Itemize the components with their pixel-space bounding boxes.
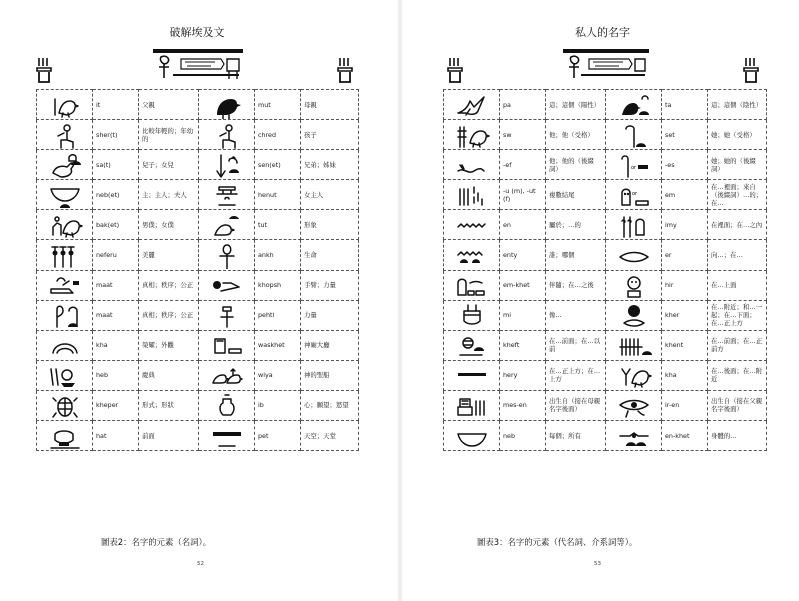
three-nefer-icon (47, 241, 83, 269)
transliteration: pa (500, 90, 546, 120)
figure-caption: 圖表2：名字的元素（名詞）。 (101, 537, 212, 547)
table-row (37, 90, 359, 120)
meaning: 誰；哪個 (546, 240, 606, 270)
svg-text:or: or (631, 190, 637, 197)
pronoun-glyph-table (443, 89, 767, 451)
hieroglyph-cell (37, 330, 93, 360)
table-row (444, 421, 767, 451)
disk-stand-icon (616, 301, 652, 329)
table-row (444, 180, 767, 210)
meaning: 生命 (301, 240, 359, 270)
meaning: 複數結尾 (546, 180, 606, 210)
transliteration: kha (662, 360, 708, 390)
basket-loaf-icon (47, 181, 83, 209)
meaning: 兒子；女兒 (139, 150, 199, 180)
table-row (444, 390, 767, 420)
lotus-bird-icon (616, 361, 652, 389)
cloth-or-bolt-icon (616, 151, 652, 179)
water-icon (454, 211, 490, 239)
meaning: 每個；所有 (546, 421, 606, 451)
hieroglyph-cell (606, 210, 662, 240)
meaning: 她；她（受格） (708, 120, 767, 150)
meaning: 男僕；女僕 (139, 210, 199, 240)
hieroglyph-cell (444, 270, 500, 300)
hieroglyph-cell (37, 150, 93, 180)
table-row (444, 150, 767, 180)
flying-bird-icon (454, 91, 490, 119)
hieroglyph-cell (606, 180, 662, 210)
man-bird-icon (47, 211, 83, 239)
game-board-icon (454, 391, 490, 419)
table-row (444, 210, 767, 240)
meaning: 手臂；力量 (301, 270, 359, 300)
table-row (37, 150, 359, 180)
transliteration: maat (93, 270, 139, 300)
hieroglyph-cell (606, 150, 662, 180)
meaning: 伴隨；在…之後 (546, 270, 606, 300)
hieroglyph-cell (199, 421, 255, 451)
arm-disk-icon (209, 271, 245, 299)
table-row (37, 330, 359, 360)
meaning: 主；主人；夫人 (139, 180, 199, 210)
transliteration: henut (255, 180, 301, 210)
meaning: 在…裡面；來自（後綴詞）…的；在… (708, 180, 767, 210)
meaning: 真相；秩序；公正 (139, 270, 199, 300)
bird-loaf-icon (616, 91, 652, 119)
svg-text:or: or (630, 164, 636, 171)
transliteration: ta (662, 90, 708, 120)
table-row (444, 270, 767, 300)
transliteration: mi (500, 300, 546, 330)
transliteration: hat (93, 421, 139, 451)
table-row (37, 180, 359, 210)
transliteration: hery (500, 360, 546, 390)
transliteration: mes-en (500, 390, 546, 420)
table-row (37, 390, 359, 420)
belly-loaf-icon (616, 422, 652, 450)
transliteration: sen(et) (255, 150, 301, 180)
hieroglyph-cell (606, 300, 662, 330)
hieroglyph-cell (444, 240, 500, 270)
ka-arms-icon (36, 58, 52, 84)
hieroglyph-cell (444, 210, 500, 240)
page-title: 破解埃及文 (169, 26, 225, 39)
transliteration: sw (500, 120, 546, 150)
hieroglyph-cell (37, 300, 93, 330)
duck-egg-icon (47, 151, 83, 179)
reed-owl-icon (616, 211, 652, 239)
sky-glyph-icon (209, 422, 245, 450)
temple-basin-icon (209, 331, 245, 359)
hieroglyph-cell (199, 270, 255, 300)
hieroglyph-cell (37, 180, 93, 210)
face-front-icon (616, 271, 652, 299)
vulture-icon (209, 91, 245, 119)
table-row (37, 360, 359, 390)
house-pot-icon (209, 181, 245, 209)
hieroglyph-cell (444, 300, 500, 330)
transliteration: imy (662, 210, 708, 240)
meaning: 父親 (139, 90, 199, 120)
table-row (37, 421, 359, 451)
transliteration: it (93, 90, 139, 120)
meaning: 出生自（接在父親名字後面） (708, 390, 767, 420)
water-loaf-icon (454, 241, 490, 269)
ka-arms-icon (447, 58, 463, 84)
hieroglyph-cell (606, 270, 662, 300)
hieroglyph-cell (37, 210, 93, 240)
meaning: 在裡面；在…之內 (708, 210, 767, 240)
meaning: 慶典 (139, 360, 199, 390)
hieroglyph-cell (444, 421, 500, 451)
transliteration: em-khet (500, 270, 546, 300)
hieroglyph-cell (199, 390, 255, 420)
table-row (444, 300, 767, 330)
transliteration: kheper (93, 390, 139, 420)
cartouche-banner-icon (563, 47, 649, 81)
table-row (444, 120, 767, 150)
meaning: 他；他的（後綴詞） (546, 150, 606, 180)
hieroglyph-cell (199, 90, 255, 120)
meaning: 她；她的（後綴詞） (708, 150, 767, 180)
meaning: 真相；秩序；公正 (139, 300, 199, 330)
owl-group-icon (454, 271, 490, 299)
child-seated-icon (209, 121, 245, 149)
meaning: 這；這個（陽性） (546, 90, 606, 120)
hieroglyph-cell (199, 210, 255, 240)
transliteration: sa(t) (93, 150, 139, 180)
hieroglyph-cell (199, 120, 255, 150)
transliteration: bak(et) (93, 210, 139, 240)
cloth-loaf-icon (616, 121, 652, 149)
transliteration: ir-en (662, 390, 708, 420)
transliteration: em (662, 180, 708, 210)
strength-icon (209, 301, 245, 329)
hieroglyph-cell (37, 390, 93, 420)
feather-loaf-icon (47, 301, 83, 329)
transliteration: hir (662, 270, 708, 300)
hieroglyph-cell (444, 180, 500, 210)
transliteration: khopsh (255, 270, 301, 300)
ka-arms-icon (337, 58, 353, 84)
maat-plinth-icon (47, 271, 83, 299)
transliteration: tut (255, 210, 301, 240)
meaning: 女主人 (301, 180, 359, 210)
meaning: 在…上面 (708, 270, 767, 300)
meaning: 出生自（接在母親名字後面） (546, 390, 606, 420)
hieroglyph-cell (444, 120, 500, 150)
plural-strokes-icon (454, 181, 490, 209)
meaning: 在…後面；在…附近 (708, 360, 767, 390)
transliteration: khent (662, 330, 708, 360)
heb-festival-icon (47, 361, 83, 389)
hieroglyph-cell (444, 330, 500, 360)
meaning: 在…前面；在…以前 (546, 330, 606, 360)
hieroglyph-cell (606, 120, 662, 150)
transliteration: ankh (255, 240, 301, 270)
meaning: 天空；天堂 (301, 421, 359, 451)
transliteration: maat (93, 300, 139, 330)
meaning: 這；這個（陰性） (708, 90, 767, 120)
owl-or-icon (616, 181, 652, 209)
hieroglyph-cell (37, 270, 93, 300)
hieroglyph-cell (199, 360, 255, 390)
hieroglyph-cell (444, 90, 500, 120)
reeds-loaf-icon (616, 331, 652, 359)
meaning: 形式；形狀 (139, 390, 199, 420)
transliteration: en-khet (662, 421, 708, 451)
child-seated-icon (47, 121, 83, 149)
table-row (444, 240, 767, 270)
mouth-icon (616, 241, 652, 269)
basket-icon (454, 422, 490, 450)
meaning: 力量 (301, 300, 359, 330)
transliteration: mut (255, 90, 301, 120)
bird-mound-icon (209, 211, 245, 239)
transliteration: wiya (255, 360, 301, 390)
right-page (400, 0, 799, 601)
meaning: 在…前面；在…正前方 (708, 330, 767, 360)
transliteration: pehti (255, 300, 301, 330)
hieroglyph-cell (606, 390, 662, 420)
horned-viper-icon (454, 151, 490, 179)
hieroglyph-cell (37, 421, 93, 451)
noun-glyph-table (36, 89, 359, 451)
stroke-bird-icon (47, 91, 83, 119)
transliteration: heb (93, 360, 139, 390)
hieroglyph-cell (37, 120, 93, 150)
hieroglyph-cell (199, 180, 255, 210)
hieroglyph-cell (199, 150, 255, 180)
transliteration: ib (255, 390, 301, 420)
figure-caption: 圖表3：名字的元素（代名詞、介系詞等）。 (477, 537, 638, 547)
hieroglyph-cell (444, 150, 500, 180)
transliteration: chred (255, 120, 301, 150)
hieroglyph-cell (199, 330, 255, 360)
birds-group-icon (209, 361, 245, 389)
transliteration: neferu (93, 240, 139, 270)
hill-sun-icon (47, 331, 83, 359)
meaning: 像… (546, 300, 606, 330)
transliteration: -es (662, 150, 708, 180)
meaning: 心；願望；慾望 (301, 390, 359, 420)
meaning: 前面 (139, 421, 199, 451)
transliteration: er (662, 240, 708, 270)
transliteration: enty (500, 240, 546, 270)
transliteration: -ef (500, 150, 546, 180)
meaning: 孩子 (301, 120, 359, 150)
table-row (37, 300, 359, 330)
transliteration: neb (500, 421, 546, 451)
meaning: 神廟大廳 (301, 330, 359, 360)
transliteration: kheft (500, 330, 546, 360)
heart-icon (209, 391, 245, 419)
meaning: 榮耀；外觀 (139, 330, 199, 360)
hieroglyph-cell (606, 421, 662, 451)
table-row (37, 210, 359, 240)
eye-icon (616, 391, 652, 419)
table-row (37, 270, 359, 300)
sw-glyph-icon (454, 121, 490, 149)
hieroglyph-cell (37, 240, 93, 270)
transliteration: sher(t) (93, 120, 139, 150)
sky-plain-icon (454, 361, 490, 389)
meaning: 屬於；…的 (546, 210, 606, 240)
arrow-loaf-icon (209, 151, 245, 179)
mi-pot-icon (454, 301, 490, 329)
placenta-loaf-icon (454, 331, 490, 359)
hieroglyph-cell (199, 300, 255, 330)
hieroglyph-cell (37, 90, 93, 120)
transliteration: waskhet (255, 330, 301, 360)
transliteration: -u (m), -ut (f) (500, 180, 546, 210)
meaning: 美麗 (139, 240, 199, 270)
page-title: 私人的名字 (575, 26, 630, 39)
meaning: 他；他（受格） (546, 120, 606, 150)
table-row (444, 330, 767, 360)
hieroglyph-cell (199, 240, 255, 270)
hieroglyph-cell (606, 240, 662, 270)
transliteration: kher (662, 300, 708, 330)
transliteration: set (662, 120, 708, 150)
meaning: 形象 (301, 210, 359, 240)
meaning: 在…附近；和…一起；在…下面；在…正上方 (708, 300, 767, 330)
ka-arms-icon (743, 58, 759, 84)
hieroglyph-cell (606, 360, 662, 390)
meaning: 身體的… (708, 421, 767, 451)
ankh-icon (209, 241, 245, 269)
meaning: 神的聖船 (301, 360, 359, 390)
meaning: 比較年輕的；年幼的 (139, 120, 199, 150)
meaning: 兄弟；姊妹 (301, 150, 359, 180)
hieroglyph-cell (444, 390, 500, 420)
hieroglyph-cell (606, 330, 662, 360)
face-loaf-icon (47, 422, 83, 450)
hieroglyph-cell (444, 360, 500, 390)
transliteration: kha (93, 330, 139, 360)
page-number: 53 (594, 561, 601, 567)
hieroglyph-cell (37, 360, 93, 390)
meaning: 向…；在… (708, 240, 767, 270)
scarab-icon (47, 391, 83, 419)
cartouche-banner-icon (153, 47, 243, 81)
transliteration: neb(et) (93, 180, 139, 210)
table-row (37, 120, 359, 150)
transliteration: pet (255, 421, 301, 451)
table-row (444, 90, 767, 120)
hieroglyph-cell (606, 90, 662, 120)
meaning: 母親 (301, 90, 359, 120)
table-row (37, 240, 359, 270)
table-row (444, 360, 767, 390)
transliteration: en (500, 210, 546, 240)
meaning: 在…正上方；在…上方 (546, 360, 606, 390)
page-number: 52 (197, 561, 204, 567)
